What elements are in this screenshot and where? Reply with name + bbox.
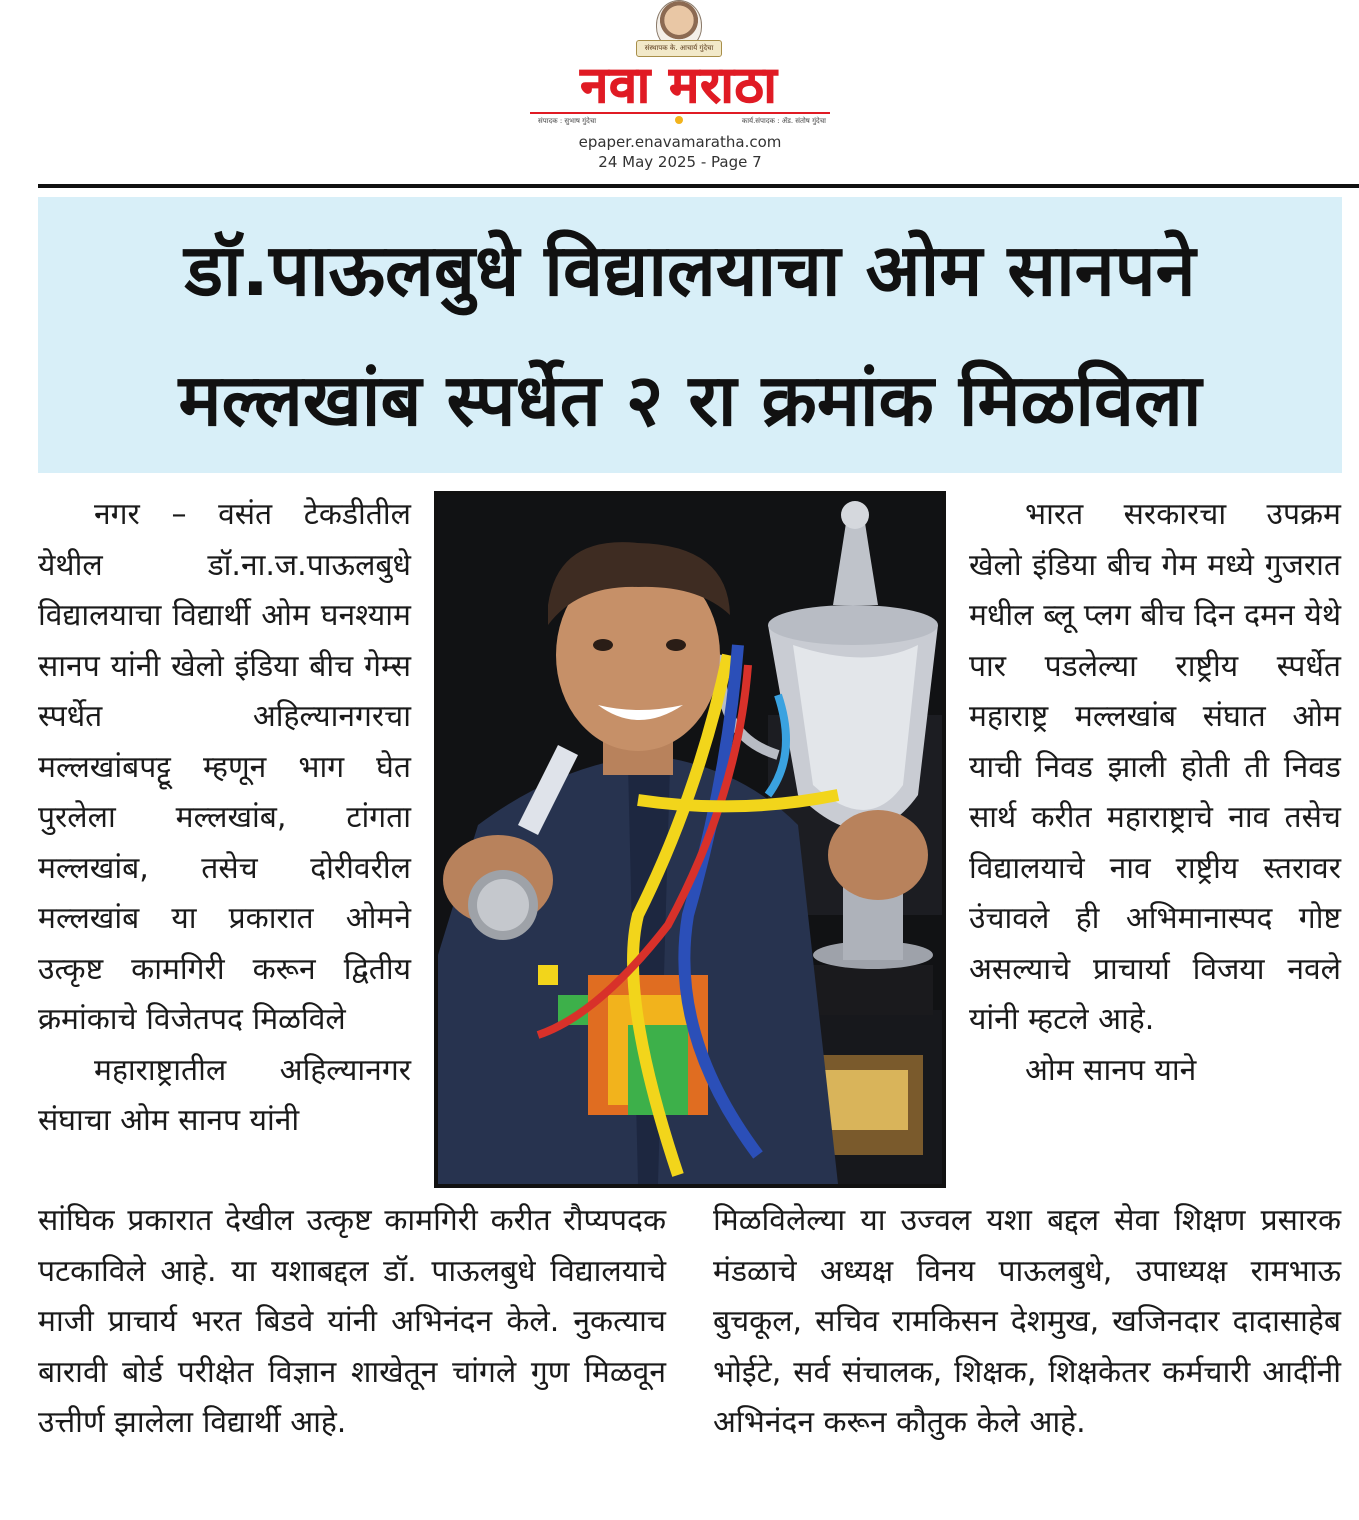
sun-icon [675,116,683,124]
masthead [0,0,1359,185]
photo-illustration [438,495,942,1184]
article-photo [434,491,946,1188]
article-paragraph: भारत सरकारचा उपक्रम खेलो इंडिया बीच गेम मध्ये गुजरात मधील ब्लू प्लग बीच दिन दमन येथे पार पडलेल्या राष्ट्रीय स्पर्धेत महाराष्ट्र मल्लखांब संघात ओम याची निवड झाली होती ती निवड सार्थ करीत महाराष्ट्राचे नाव तसेच विद्यालयाचे नाव राष्ट्रीय स्तरावर उंचावले ही अभिमानास्पद गोष्ट असल्याचे प्राचार्या विजया नवले यांनी म्हटले आहे. [969,497,1341,1037]
article-paragraph: ओम सानप याने [1025,1052,1197,1088]
edition-date-page: 24 May 2025 - Page 7 [598,153,762,171]
exec-editor-line: कार्य.संपादक : ॲड. संतोष गुंदेचा [741,117,826,125]
editor-line: संपादक : सुभाष गुंदेचा [538,117,597,125]
headline-line-1: डॉ.पाऊलबुधे विद्यालयाचा ओम सानपने [184,228,1196,312]
article-paragraph: सांघिक प्रकारात देखील उत्कृष्ट कामगिरी करीत रौप्यपदक पटकाविले आहे. या यशाबद्दल डॉ. पाऊलबुधे विद्यालयाचे माजी प्राचार्य भरत बिडवे यांनी अभिनंदन केले. नुकत्याच बारावी बोर्ड परीक्षेत विज्ञान शाखेतून चांगले गुण मिळवून उत्तीर्ण झालेला विद्यार्थी आहे. [38,1203,666,1440]
article-paragraph: महाराष्ट्रातील अहिल्यानगर संघाचा ओम सानप यांनी [38,1052,411,1138]
newspaper-logo: नवा मराठा [580,56,778,114]
epaper-url[interactable]: epaper.enavamaratha.com [578,133,782,151]
article-column-left [38,490,411,1147]
founder-portrait [636,0,720,58]
article-column-bottom-right [713,1196,1341,1449]
headline-line-2: मल्लखांब स्पर्धेत २ रा क्रमांक मिळविला [178,358,1202,442]
article-column-right [969,490,1341,1096]
masthead-rule [38,184,1359,188]
article-paragraph: मिळविलेल्या या उज्वल यशा बद्दल सेवा शिक्षण प्रसारक मंडळाचे अध्यक्ष विनय पाऊलबुधे, उपाध्यक्ष रामभाऊ बुचकूल, सचिव रामकिसन देशमुख, खजिनदार दादासाहेब भोईटे, सर्व संचालक, शिक्षक, शिक्षकेतर कर्मचारी आदींनी अभिनंदन करून कौतुक केले आहे. [713,1203,1341,1440]
article-paragraph: नगर – वसंत टेकडीतील येथील डॉ.ना.ज.पाऊलबुधे विद्यालयाचा विद्यार्थी ओम घनश्याम सानप यांनी खेलो इंडिया बीच गेम्स स्पर्धेत अहिल्यानगरचा मल्लखांबपट्टू म्हणून भाग घेत पुरलेला मल्लखांब, टांगता मल्लखांब, तसेच दोरीवरील मल्लखांब या प्रकारात ओमने उत्कृष्ट कामगिरी करून द्वितीय क्रमांकाचे विजेतपद मिळविले [38,497,411,1037]
article-column-bottom-left [38,1196,666,1449]
logo-subline [530,112,830,128]
founder-caption: संस्थापक के. आचार्य गुंदेचा [636,40,722,57]
